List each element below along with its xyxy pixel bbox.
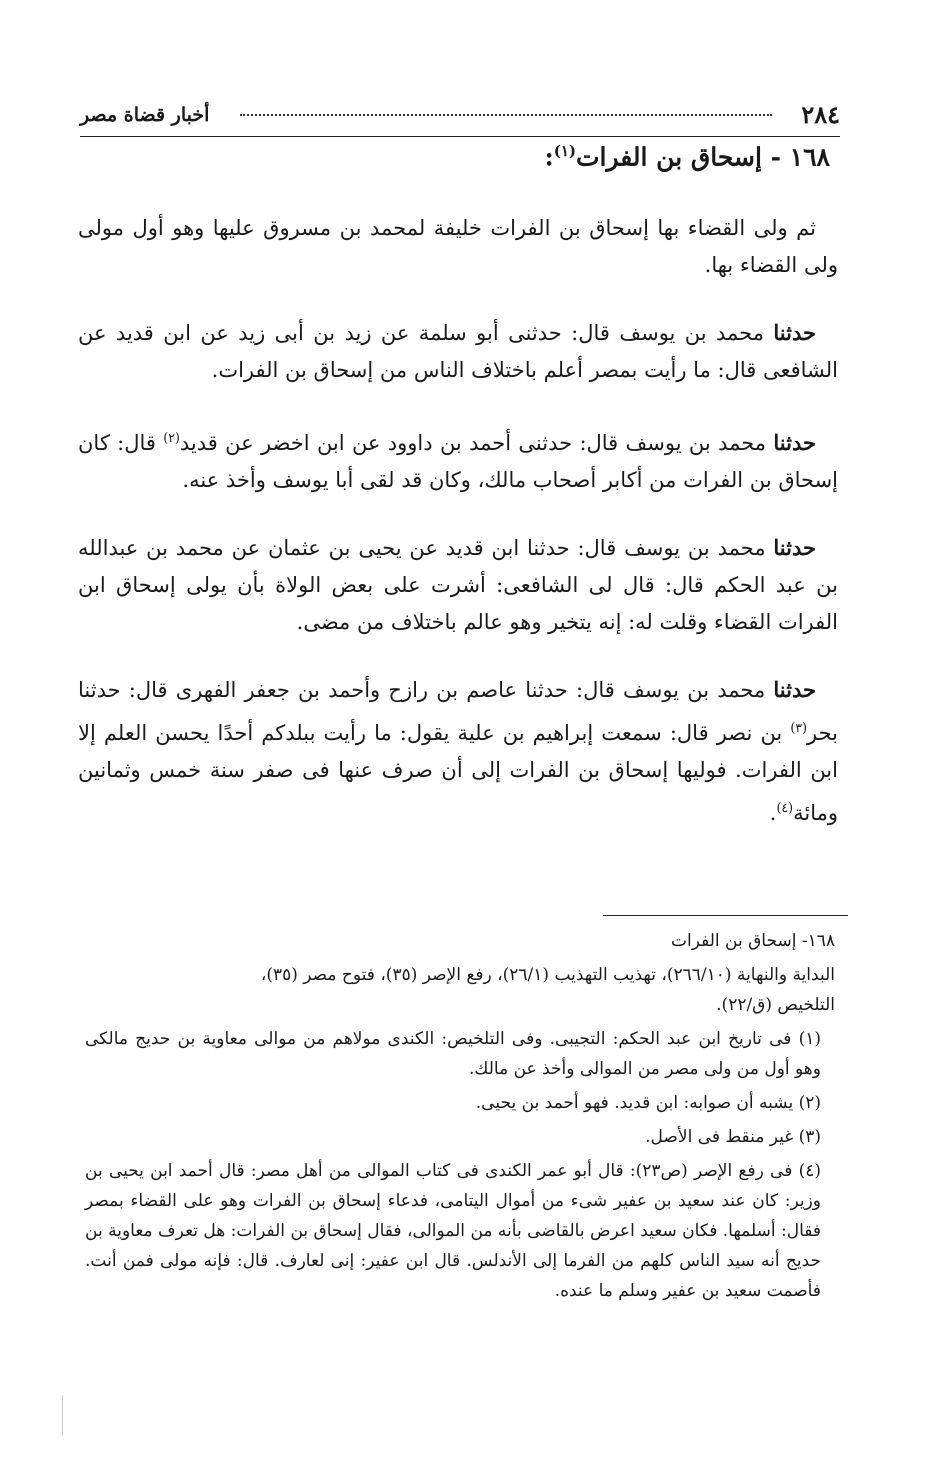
footnote-sources-line-2: التلخيص (ق/٢٢). — [716, 995, 835, 1015]
footnote-ref-4: (٤) — [776, 800, 794, 815]
page-number: ٢٨٤ — [801, 100, 840, 129]
heading-colon: : — [544, 142, 554, 172]
paragraph-4 — [78, 529, 838, 641]
footnote-entry-title: ١٦٨- إسحاق بن الفرات — [671, 931, 835, 951]
footnote-3: (٣) غير منقط فى الأصل. — [645, 1127, 821, 1147]
footnote-2: (٢) يشبه أن صوابه: ابن قديد. فهو أحمد بن يحيى. — [475, 1093, 821, 1113]
paragraph-text: محمد بن يوسف قال: حدثنى أحمد بن داوود عن ابن اخضر عن قديد — [179, 431, 774, 455]
paragraph-text: بن نصر قال: سمعت إبراهيم بن علية يقول: ما رأيت ببلدكم أحدًا يحسن العلم إلا ابن الفرات. فوليها إسحاق بن الفرات إلى أن صرف عنها فى صفر سنة خمس وثمانين ومائة — [78, 721, 838, 825]
paragraph-1 — [78, 210, 838, 284]
book-title: أخبار قضاة مصر — [80, 104, 210, 126]
paragraph-text: محمد بن يوسف قال: حدثنى أبو سلمة عن زيد بن أبى زيد عن ابن قديد عن الشافعى قال: ما رأيت بمصر أعلم باختلاف الناس من إسحاق بن الفرات. — [78, 321, 838, 382]
paragraph-3 — [78, 419, 838, 499]
paragraph-text: محمد بن يوسف قال: حدثنا عاصم بن رازح وأحمد بن جعفر الفهرى قال: حدثنا بحر — [78, 678, 838, 745]
isnad-lead: حدثنا — [773, 677, 816, 702]
footnote-ref-2: (٢) — [163, 430, 180, 445]
heading-footnote-ref: (١) — [553, 142, 576, 160]
paragraph-text: محمد بن يوسف قال: حدثنا ابن قديد عن يحيى بن عثمان عن محمد بن عبدالله بن عبد الحكم قال: قال لى الشافعى: أشرت على بعض الولاة بأن يولى إسحاق ابن الفرات القضاء وقلت له: إنه يتخير وهو عالم باختلاف من مضى. — [78, 536, 838, 634]
main-text — [78, 210, 838, 862]
entry-heading — [544, 142, 830, 171]
footnote-sources-line-1: البداية والنهاية (٢٦٦/١٠)، تهذيب التهذيب (٢٦/١)، رفع الإصر (٣٥)، فتوح مصر (٣٥)، — [260, 965, 835, 985]
footnote-ref-3: (٣) — [790, 720, 807, 735]
isnad-lead: حدثنا — [773, 320, 816, 345]
running-header — [80, 100, 840, 137]
margin-line — [62, 1395, 63, 1435]
paragraph-text: ثم ولى القضاء بها إسحاق بن الفرات خليفة لمحمد بن مسروق عليها وهو أول مولى ولى القضاء بها. — [78, 216, 838, 277]
footnote-sources — [85, 960, 835, 1020]
footnotes — [85, 926, 835, 1310]
paragraph-2 — [78, 314, 838, 389]
isnad-lead: حدثنا — [773, 535, 816, 560]
paragraph-5 — [78, 671, 838, 832]
leader-dots — [240, 114, 772, 116]
paragraph-end: . — [769, 801, 777, 825]
paragraph-text: قال: كان إسحاق بن الفرات من أكابر أصحاب مالك، وكان قد لقى أبا يوسف وأخذ عنه. — [78, 431, 838, 492]
footnote-1: (١) فى تاريخ ابن عبد الحكم: التجيبى. وفى التلخيص: الكندى مولاهم من موالى معاوية بن حديج مالكى وهو أول من ولى مصر من الموالى وأخذ عن مالك. — [85, 1029, 821, 1079]
footnote-separator — [603, 915, 848, 916]
entry-heading-text: ١٦٨ - إسحاق بن الفرات — [575, 142, 830, 172]
footnote-4: (٤) فى رفع الإصر (ص٢٣): قال أبو عمر الكندى فى كتاب الموالى من أهل مصر: قال أحمد ابن يحيى بن وزير: كان عند سعيد بن عفير شىء من أموال اليتامى، فدعاء إسحاق بن الفرات وهو على القضاء بمصر فقال: أسلمها. فكان سعيد اعرض بالقاضى بأنه من الموالى، فقال إسحاق بن الفرات: هل تعرف معاوية بن حديج أنه سيد الناس كلهم من الفرما إلى الأندلس. قال ابن عفير: إنى لعارف. قال: فإنه مولى فمن أنت. فأصمت سعيد بن عفير وسلم ما عنده. — [85, 1161, 821, 1301]
isnad-lead: حدثنا — [773, 430, 816, 455]
